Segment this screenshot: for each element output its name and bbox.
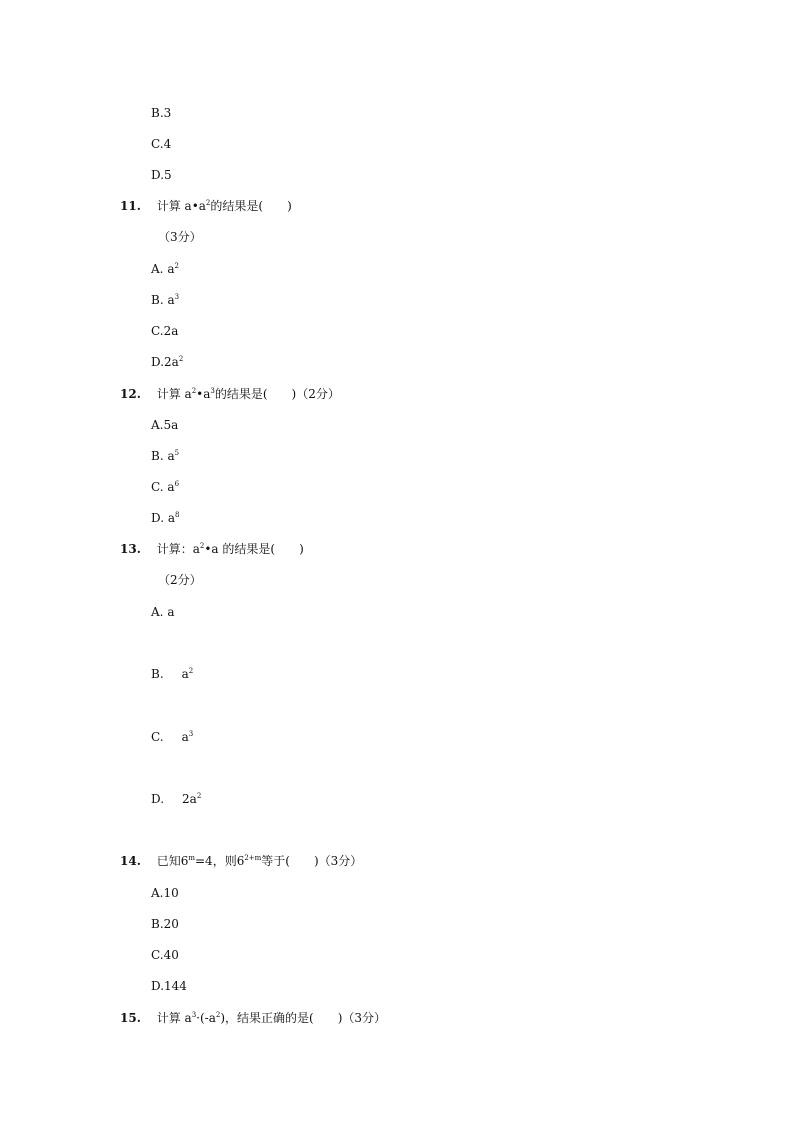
q13-option-c: C. $a^3$ <box>151 730 194 744</box>
q12-option-b: B. $a^5$ <box>151 449 180 463</box>
q11-score: （3分） <box>158 230 202 244</box>
option-label: C. <box>151 137 164 151</box>
question-15 <box>120 1010 386 1026</box>
question-11 <box>120 198 292 214</box>
q14-option-c: C.40 <box>151 948 179 962</box>
question-number: 11. <box>120 199 141 213</box>
q12-option-d: D. $a^8$ <box>151 511 180 525</box>
q13-option-a: A. a <box>151 605 175 619</box>
question-12 <box>120 386 340 402</box>
question-13 <box>120 541 304 557</box>
q12-option-c: C. $a^6$ <box>151 480 180 494</box>
q14-option-b: B.20 <box>151 917 179 931</box>
option-label: D. <box>151 168 165 182</box>
question-14 <box>120 853 362 869</box>
q11-option-d: $D.2a^2$ <box>151 355 184 369</box>
option-label: B. <box>151 106 164 120</box>
q11-option-b: B. $a^3$ <box>151 293 180 307</box>
question-number: 14. <box>120 854 141 868</box>
q13-option-d: D. $2a^2$ <box>151 792 202 806</box>
question-number: 12. <box>120 387 141 401</box>
question-number: 15. <box>120 1011 141 1025</box>
q12-option-a: A.5a <box>151 418 179 432</box>
q14-option-a: A.10 <box>151 886 179 900</box>
question-text: 计算 $a^3\cdot(-a^2)$，结果正确的是( )（3分） <box>156 1011 387 1025</box>
question-text: 计算：$a^2•a$ 的结果是( ) <box>156 542 304 556</box>
option-text: 4 <box>163 137 172 151</box>
option-text: 3 <box>163 106 172 120</box>
q11-option-a: A. $a^2$ <box>151 262 179 276</box>
question-text: 计算 $a^2•a^3$的结果是( )（2分） <box>156 387 340 401</box>
q10-option-d <box>151 167 172 183</box>
q13-score: （2分） <box>158 573 202 587</box>
q14-option-d: D.144 <box>151 979 187 993</box>
question-text: 计算 $a•a^2$的结果是( ) <box>156 199 292 213</box>
option-text: 5 <box>164 168 172 182</box>
q11-option-c: C.2a <box>151 324 179 338</box>
question-text: 已知$6^m=4$，则$6^{2+m}$等于( )（3分） <box>156 854 363 868</box>
question-number: 13. <box>120 542 141 556</box>
q13-option-b: B. $a^2$ <box>151 667 194 681</box>
q10-option-b <box>151 105 171 121</box>
q10-option-c <box>151 136 171 152</box>
